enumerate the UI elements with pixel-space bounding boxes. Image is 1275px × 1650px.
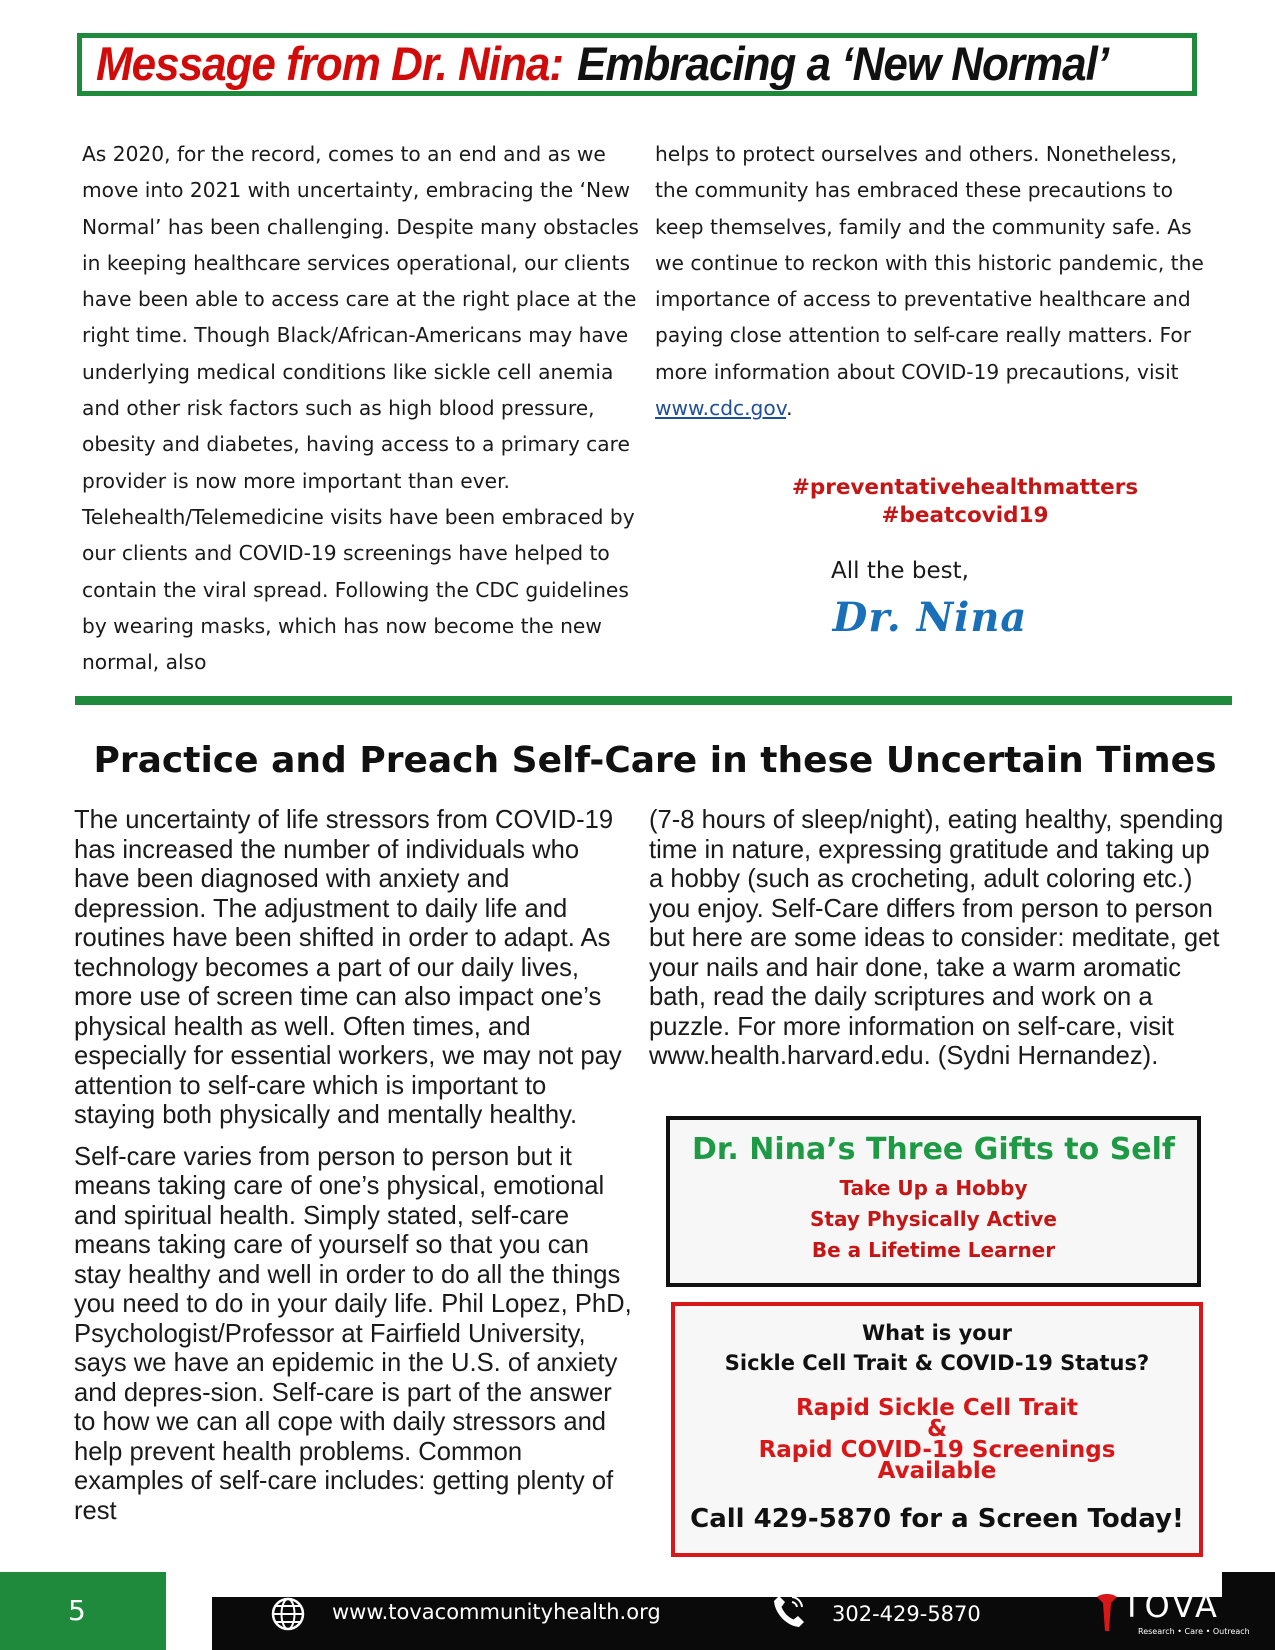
page-number: 5 xyxy=(68,1594,86,1627)
globe-icon xyxy=(270,1596,306,1632)
logo-tagline: Research • Care • Outreach xyxy=(1138,1627,1250,1636)
title-red: Message from Dr. Nina: xyxy=(96,37,564,91)
article-column-left xyxy=(74,806,634,1538)
article-headline: Practice and Preach Self-Care in these Uncertain Times xyxy=(93,740,1217,781)
gift-list xyxy=(670,1173,1197,1266)
gifts-box xyxy=(666,1116,1201,1287)
title-black: Embracing a ‘New Normal’ xyxy=(577,37,1109,91)
offer-line-1: Rapid Sickle Cell Trait xyxy=(795,1395,1079,1421)
screening-box xyxy=(671,1302,1203,1557)
footer-website[interactable]: www.tovacommunityhealth.org xyxy=(332,1600,661,1624)
phone-icon xyxy=(772,1593,806,1629)
hashtag-preventative: #preventativehealthmatters xyxy=(791,475,1139,500)
letter-column-left xyxy=(82,136,642,680)
article-column-right xyxy=(649,806,1224,1084)
footer-phone[interactable]: 302-429-5870 xyxy=(832,1602,981,1626)
offer-line-3: Rapid COVID-19 Screenings xyxy=(758,1437,1116,1463)
link-suffix: . xyxy=(786,396,793,421)
gift-item: Take Up a Hobby xyxy=(839,1176,1028,1200)
screening-offer xyxy=(675,1395,1199,1484)
cdc-link[interactable]: www.cdc.gov xyxy=(655,396,787,421)
title-banner xyxy=(77,33,1197,96)
screening-question-line-1: What is your xyxy=(861,1321,1013,1345)
screening-call-to-action: Call 429-5870 for a Screen Today! xyxy=(690,1504,1184,1534)
signature: Dr. Nina xyxy=(832,594,1028,641)
gift-item: Be a Lifetime Learner xyxy=(811,1238,1056,1262)
letter-column-right xyxy=(655,136,1215,426)
logo-mark-icon xyxy=(1094,1593,1120,1633)
hashtag-beatcovid: #beatcovid19 xyxy=(881,503,1049,528)
logo-word: TOVA xyxy=(1122,1587,1220,1625)
letter-left-text: As 2020, for the record, comes to an end and as we move into 2021 with uncertainty, embracing the ‘New Normal’ has been challenging. Despite many obstacles in keeping healthcare services operational, our clients have been able to access care at the right place at the right time. Though Black/African-Americans may have underlying medical conditions like sickle cell anemia and other risk factors such as high blood pressure, obesity and diabetes, having access to a primary care provider is now more important than ever. Telehealth/Telemedicine visits have been embraced by our clients and COVID-19 screenings have helped to contain the viral spread. Following the CDC guidelines by wearing masks, which has now become the new normal, also xyxy=(82,142,639,675)
letter-right-text: helps to protect ourselves and others. Nonetheless, the community has embraced these precautions to keep themselves, family and the community safe. As we continue to reckon with this historic pandemic, the importance of access to preventative healthcare and paying close attention to self-care really matters. For more information about COVID-19 precautions, visit xyxy=(655,142,1204,384)
article-left-paragraph-1: The uncertainty of life stressors from COVID-19 has increased the number of individuals who have been diagnosed with anxiety and depression. The adjustment to daily life and routines have been shifted in order to adapt. As technology becomes a part of our daily lives, more use of screen time can also impact one’s physical health as well. Often times, and especially for essential workers, we may not pay attention to self-care which is important to staying both physically and mentally healthy. xyxy=(74,806,622,1129)
letter-right-paragraph xyxy=(655,136,1215,426)
letter-closing: All the best, xyxy=(831,558,969,584)
offer-line-4: Available xyxy=(877,1458,997,1484)
gift-item: Stay Physically Active xyxy=(810,1207,1057,1231)
article-right-paragraph-1: (7-8 hours of sleep/night), eating healthy, spending time in nature, expressing gratitude and taking up a hobby (such as crocheting, adult coloring etc.) you enjoy. Self-Care differs from person to person but here are some ideas to consider: meditate, get your nails and hair done, take a warm aromatic bath, read the daily scriptures and work on a puzzle. For more information on self-care, visit www.health.harvard.edu. (Sydni Hernandez). xyxy=(649,806,1224,1070)
article-left-paragraph-2: Self-care varies from person to person but it means taking care of one’s physical, emotional and spiritual health. Simply stated, self-care means taking care of yourself so that you can stay healthy and well in order to do all the things you need to do in your daily life. Phil Lopez, PhD, Psychologist/Professor at Fairfield University, says we have an epidemic in the U.S. of anxiety and depres-sion. Self-care is part of the answer to how we can all cope with daily stressors and help prevent health problems. Common examples of self-care includes: getting plenty of rest xyxy=(74,1142,632,1525)
section-divider xyxy=(75,696,1232,705)
hashtags xyxy=(655,474,1215,530)
tova-logo xyxy=(1094,1587,1250,1647)
screening-question-line-2: Sickle Cell Trait & COVID-19 Status? xyxy=(724,1351,1150,1375)
gifts-title: Dr. Nina’s Three Gifts to Self xyxy=(692,1132,1175,1167)
offer-line-2: & xyxy=(926,1416,948,1442)
